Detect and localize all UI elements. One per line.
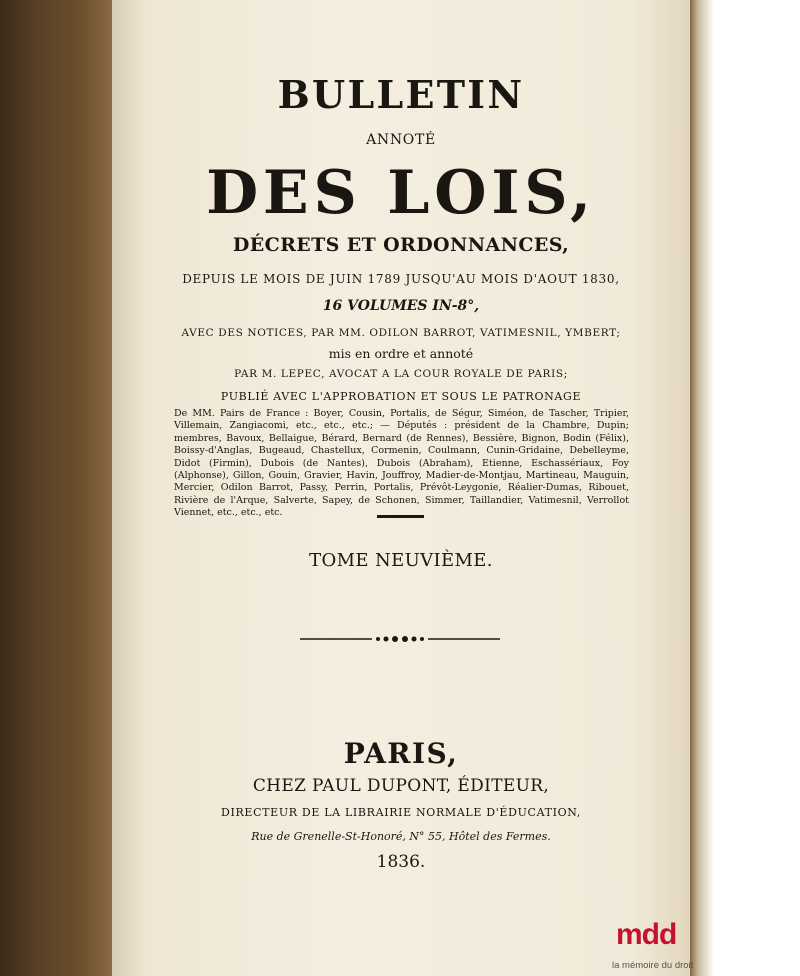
period-line: DEPUIS LE MOIS DE JUIN 1789 JUSQU'AU MOIS D'AOUT 1830, [182, 272, 620, 286]
imprint-address: Rue de Grenelle-St-Honoré, N° 55, Hôtel des Fermes. [251, 830, 551, 843]
title-page [112, 0, 690, 976]
imprint-year: 1836. [376, 852, 426, 872]
title-annote: ANNOTÉ [366, 132, 436, 148]
mdd-logo-icon: mdd [616, 918, 677, 951]
title-des-lois: DES LOIS, [206, 158, 596, 228]
imprint-city: PARIS, [343, 737, 459, 770]
subtitle-decrets: DÉCRETS ET ORDONNANCES, [232, 234, 570, 256]
patronage-heading: PUBLIÉ AVEC L'APPROBATION ET SOUS LE PATRONAGE [220, 390, 582, 403]
imprint-publisher: CHEZ PAUL DUPONT, ÉDITEUR, [252, 776, 550, 796]
title-bulletin: BULLETIN [277, 72, 525, 117]
ordered-line: mis en ordre et annoté [328, 346, 474, 361]
book-spine [0, 0, 112, 976]
author-line: PAR M. LEPEC, AVOCAT A LA COUR ROYALE DE PARIS; [234, 368, 568, 380]
volumes-line: 16 VOLUMES IN-8°, [322, 298, 480, 314]
ornament-divider-icon [300, 632, 500, 646]
patrons-paragraph: De MM. Pairs de France : Boyer, Cousin, Portalis, de Ségur, Siméon, de Tascher, Tripier, Villemain, Zangiacomi, etc., etc., etc.; — Députés : président de la Chambre, Dupin; membres, Bavoux, Bellaigue, Bérard, Bernard (de Rennes), Bessière, Bignon, Bodin (Félix), Boissy-d'Anglas, Bugeaud, Chastellux, Cormenin, Coulmann, Cunin-Gridaine, Debelleyme, Didot (Firmin), Dubois (de Nantes), Dubois (Abraham), Etienne, Eschassériaux, Foy (Alphonse), Gillon, Gouin, Gravier, Havin, Jouffroy, Madier-de-Montjau, Martineau, Mauguin, Mercier, Odilon Barrot, Passy, Perrin, Portalis, Prévôt-Leygonie, Réalier-Dumas, Ribouet, Rivière de l'Arque, Salverte, Sapey, de Schonen, Simmer, Taillandier, Vatimesnil, Verrollot Viennet, etc., etc., etc. [174, 408, 629, 519]
notices-line: AVEC DES NOTICES, PAR MM. ODILON BARROT, VATIMESNIL, YMBERT; [181, 327, 621, 339]
tome-label: TOME NEUVIÈME. [309, 550, 493, 571]
watermark-tagline: la mémoire du droit [612, 960, 694, 971]
divider-rule [377, 515, 424, 518]
imprint-director: DIRECTEUR DE LA LIBRAIRIE NORMALE D'ÉDUCATION, [220, 806, 582, 819]
book-cover-edge [689, 0, 800, 976]
